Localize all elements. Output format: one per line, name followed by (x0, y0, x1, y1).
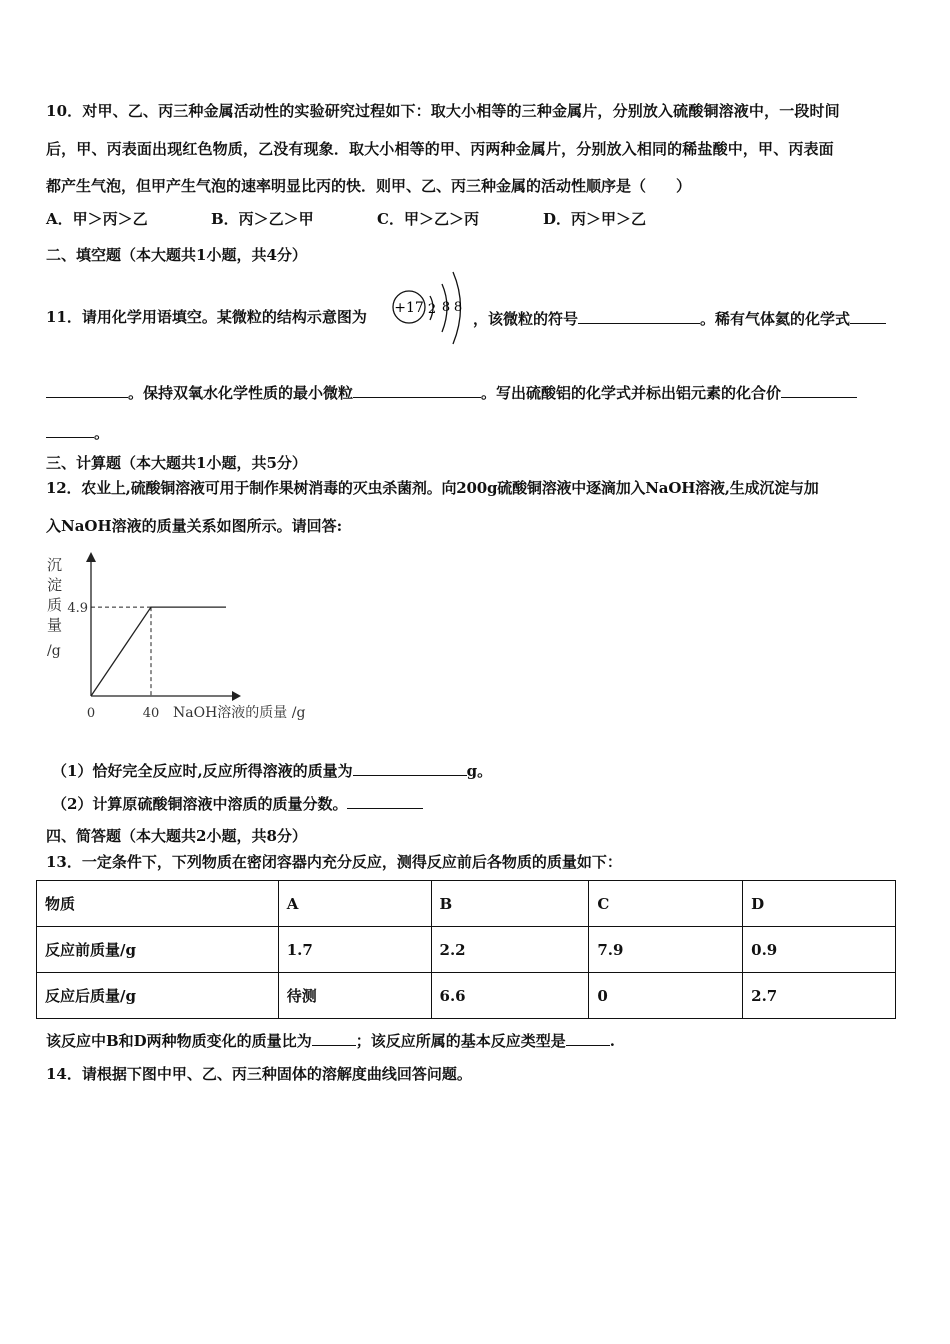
q11-line2 (46, 381, 857, 403)
q10-line2: 后，甲、丙表面出现红色物质，乙没有现象．取大小相等的甲、丙两种金属片，分别放入相同的稀盐酸中，甲、丙表面 (46, 140, 834, 158)
table-cell: 1.7 (278, 927, 431, 973)
mass-data-table (36, 880, 896, 1019)
table-row (37, 927, 896, 973)
q12-sub2 (52, 792, 423, 814)
q11-helium-label: 。稀有气体氦的化学式 (700, 310, 851, 328)
q12-sub1 (52, 759, 492, 781)
q14-text: 14．请根据下图中甲、乙、丙三种固体的溶解度曲线回答问题。 (46, 1065, 472, 1083)
answer-blank-symbol[interactable] (578, 307, 700, 324)
q10-option-a: A．甲＞丙＞乙 (46, 210, 148, 228)
precipitate-mass-chart (40, 548, 330, 728)
answer-blank-sulfate[interactable] (781, 381, 857, 398)
table-cell: 反应后质量/g (37, 973, 279, 1019)
table-header-cell: D (743, 881, 896, 927)
table-cell: 待测 (278, 973, 431, 1019)
table-header-row (37, 881, 896, 927)
answer-blank-sulfate-cont[interactable] (46, 421, 94, 438)
chart-ylabel (47, 556, 62, 634)
answer-blank-reaction-type[interactable] (566, 1029, 610, 1046)
section-heading-short-answer: 四、简答题（本大题共2小题，共8分） (46, 827, 307, 845)
q10-option-b: B．丙＞乙＞甲 (211, 210, 314, 228)
atom-shell-electrons-1: 2 (427, 302, 437, 317)
q13-intro: 13．一定条件下，下列物质在密闭容器内充分反应，测得反应前后各物质的质量如下： (46, 853, 622, 871)
chart-xlabel: NaOH溶液的质量 /g (173, 705, 306, 721)
table-header-cell: A (278, 881, 431, 927)
q10-line1: 10．对甲、乙、丙三种金属活动性的实验研究过程如下：取大小相等的三种金属片，分别放入硫酸铜溶液中，一段时间 (46, 102, 840, 120)
table-cell: 6.6 (431, 973, 589, 1019)
table-row (37, 973, 896, 1019)
chart-x-tick-label: 0 (86, 706, 96, 721)
chart-ylabel-char: 量 (47, 616, 63, 634)
chart-y-tick-label: 4.9 (67, 601, 88, 617)
table-cell: 0.9 (743, 927, 896, 973)
q11-symbol-label: ，该微粒的符号 (473, 310, 579, 328)
table-cell: 0 (589, 973, 743, 1019)
table-cell: 7.9 (589, 927, 743, 973)
q13-end-mark: . (609, 1032, 615, 1050)
section-heading-calculation: 三、计算题（本大题共1小题，共5分） (46, 454, 307, 472)
q11-sulfate-label: 。写出硫酸铝的化学式并标出铝元素的化合价 (481, 384, 782, 402)
q11-text-pre: 11．请用化学用语填空。某微粒的结构示意图为 (46, 308, 367, 326)
chart-x-tick-label: 40 (142, 706, 160, 721)
atom-shell-electrons-2: 8 (441, 300, 451, 315)
q11-text-mid (473, 307, 886, 329)
section-heading-fill-in: 二、填空题（本大题共1小题，共4分） (46, 246, 307, 264)
q12-line1: 12．农业上,硫酸铜溶液可用于制作果树消毒的灭虫杀菌剂。向200g硫酸铜溶液中逐滴加入NaOH溶液,生成沉淀与加 (46, 479, 819, 497)
table-header-cell: B (431, 881, 589, 927)
chart-ylabel-char: 淀 (47, 576, 63, 594)
chart-y-axis-arrow (86, 552, 96, 562)
q13-after (46, 1029, 615, 1051)
q12-line2: 入NaOH溶液的质量关系如图所示。请回答: (46, 517, 343, 535)
table-cell: 2.7 (743, 973, 896, 1019)
answer-blank-peroxide[interactable] (353, 381, 481, 398)
q13-ratio-label: 该反应中B和D两种物质变化的质量比为 (46, 1032, 312, 1050)
chart-ylabel-unit: /g (47, 643, 61, 659)
answer-blank-helium-cont[interactable] (46, 381, 128, 398)
q11-line3 (46, 421, 109, 443)
answer-blank-helium[interactable] (850, 307, 886, 324)
q10-line3: 都产生气泡，但甲产生气泡的速率明显比丙的快．则甲、乙、丙三种金属的活动性顺序是（ ） (46, 177, 692, 195)
chart-ylabel-char: 质 (47, 596, 63, 614)
answer-blank-solution-mass[interactable] (353, 759, 467, 776)
q12-sub1-unit: g。 (466, 762, 493, 780)
atom-shell-electrons-3: 8 (453, 300, 463, 315)
chart-x-axis-arrow (232, 691, 241, 701)
table-cell: 2.2 (431, 927, 589, 973)
table-header-cell: C (589, 881, 743, 927)
q12-sub2-label: （2）计算原硫酸铜溶液中溶质的质量分数。 (52, 795, 348, 813)
table-header-cell: 物质 (37, 881, 279, 927)
q10-option-d: D．丙＞甲＞乙 (543, 210, 647, 228)
atom-structure-diagram (390, 264, 474, 348)
answer-blank-mass-fraction[interactable] (347, 792, 423, 809)
table-cell: 反应前质量/g (37, 927, 279, 973)
chart-ylabel-char: 沉 (47, 556, 63, 574)
atom-nucleus-charge: +17 (394, 300, 424, 316)
q10-option-c: C．甲＞乙＞丙 (377, 210, 479, 228)
q11-peroxide-label: 。保持双氧水化学性质的最小微粒 (128, 384, 354, 402)
q11-end-mark: 。 (94, 424, 110, 442)
q12-sub1-label: （1）恰好完全反应时,反应所得溶液的质量为 (52, 762, 353, 780)
q13-type-label: ；该反应所属的基本反应类型是 (355, 1032, 566, 1050)
answer-blank-ratio[interactable] (312, 1029, 356, 1046)
chart-series-line (91, 607, 226, 696)
